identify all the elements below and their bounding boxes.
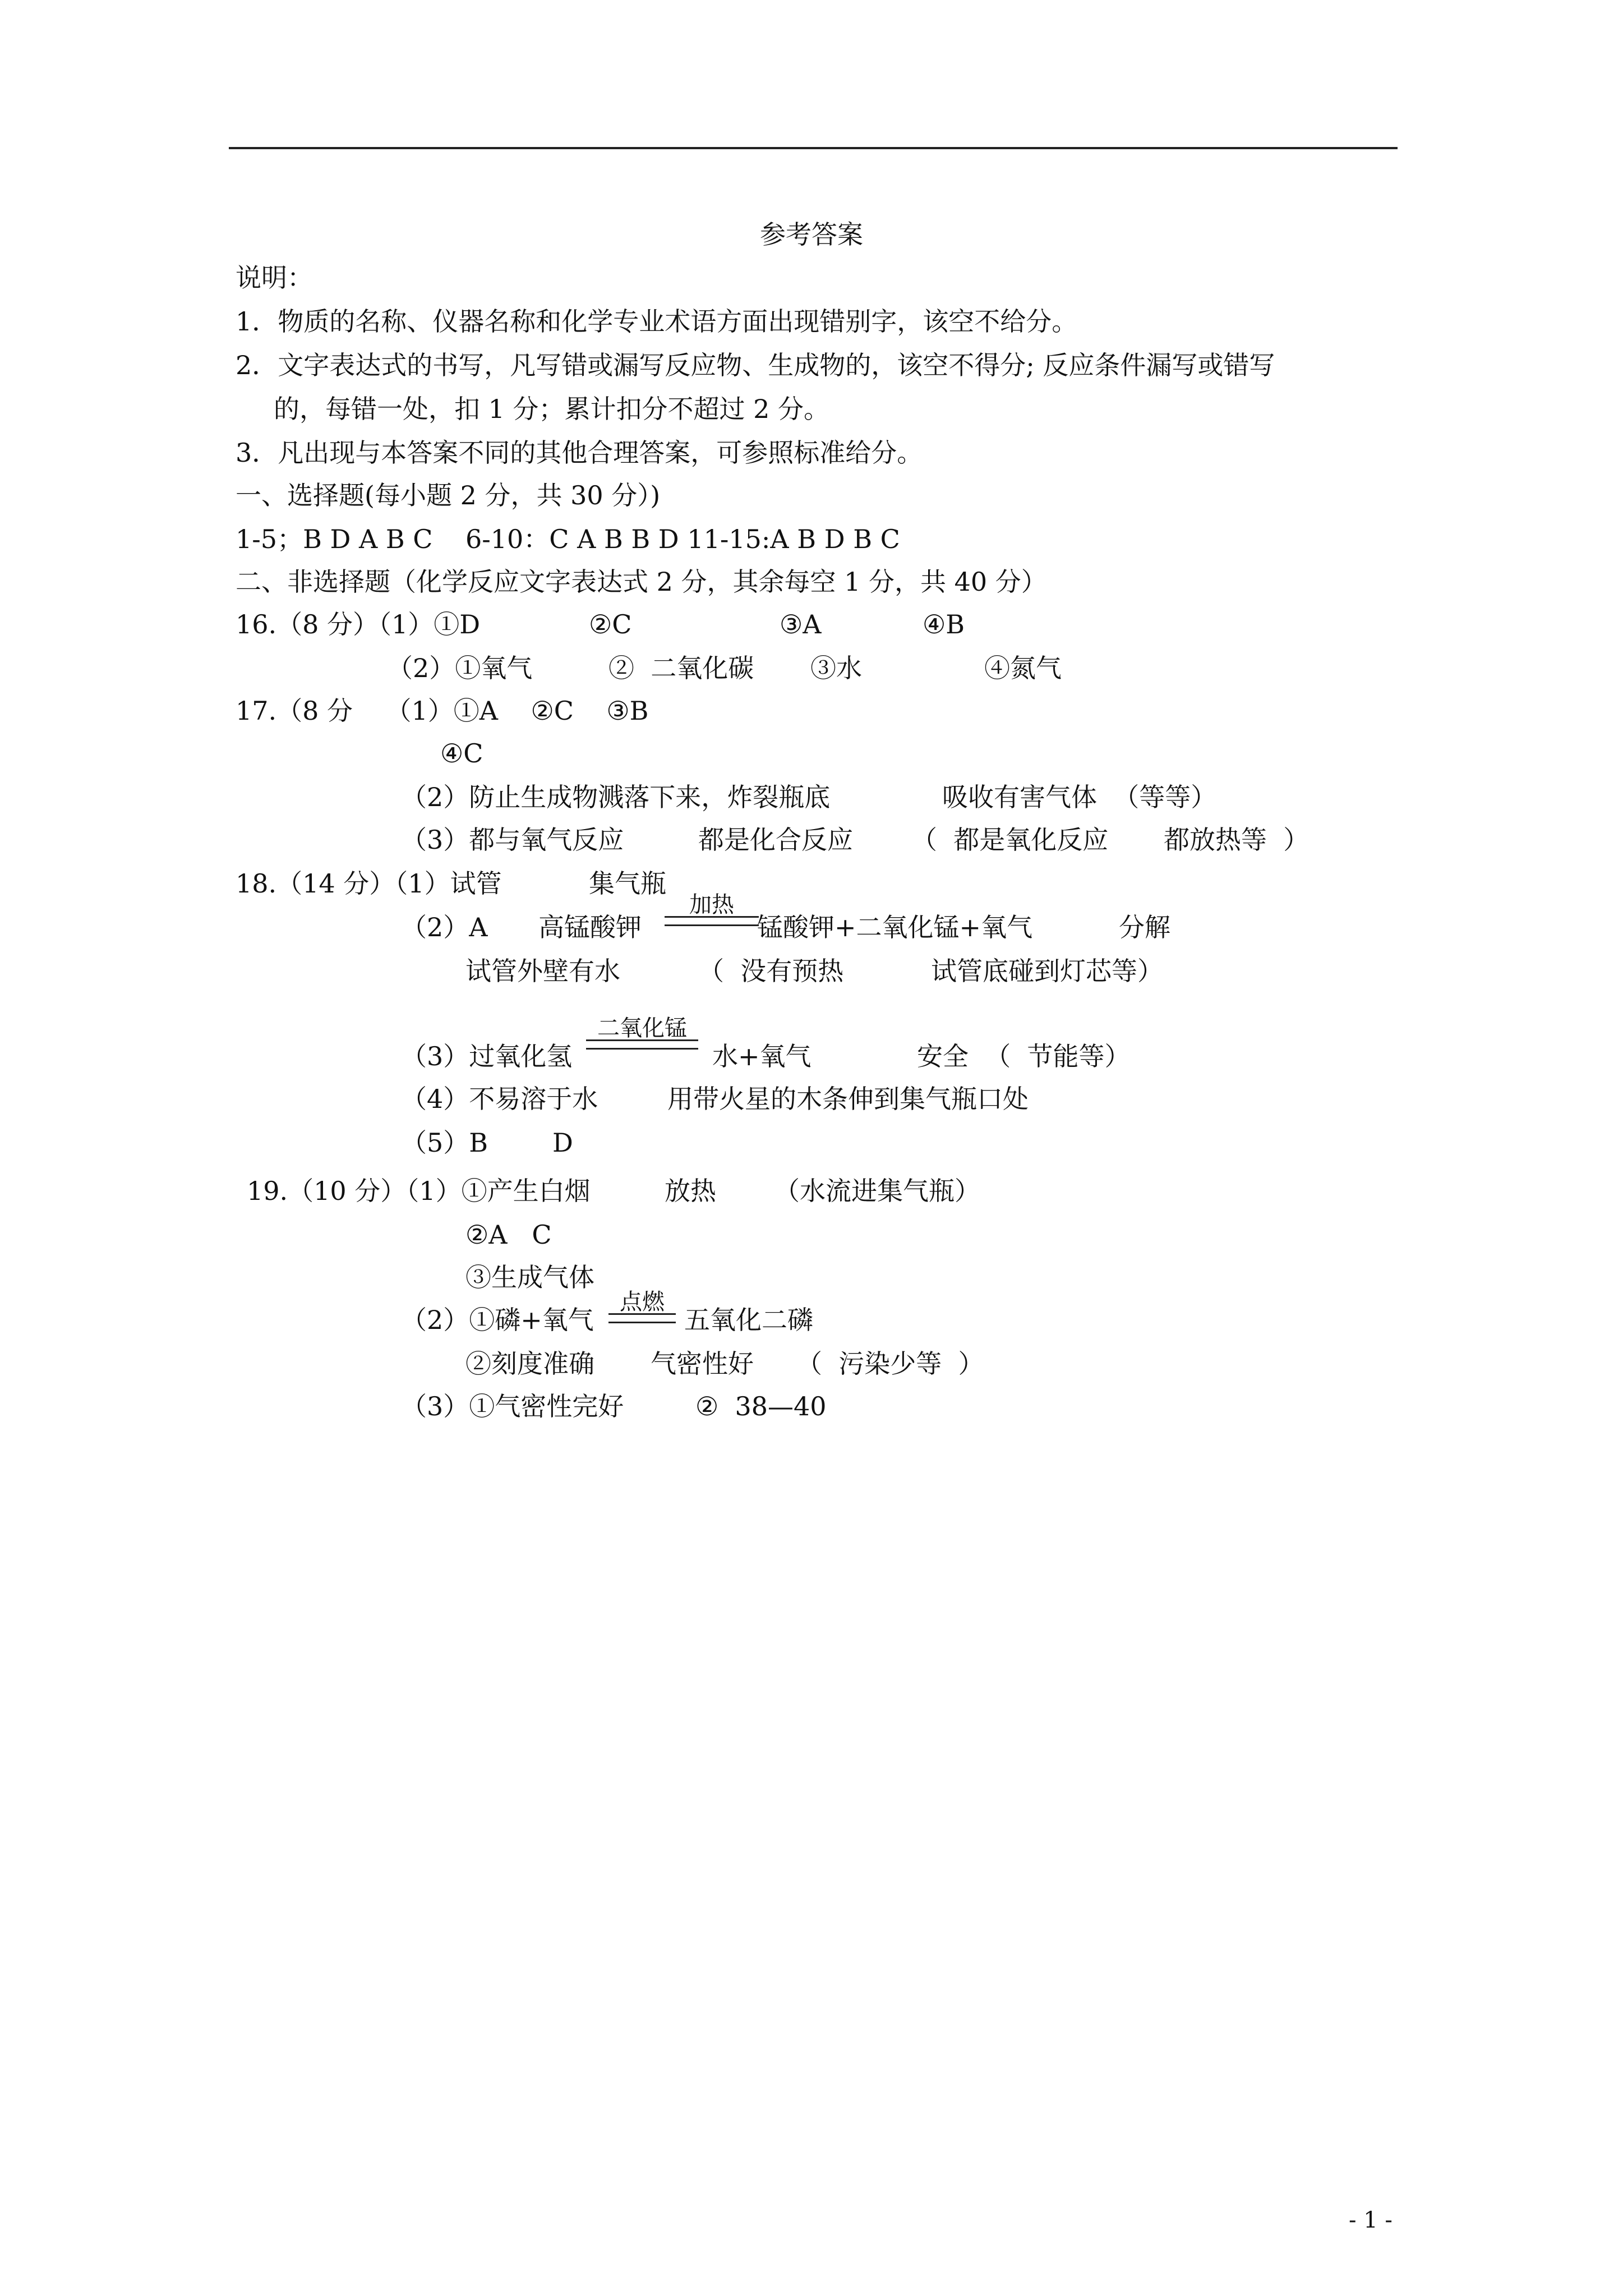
q19-p1-2: ②A C (465, 1220, 552, 1250)
q18-p2-condition: 加热 (689, 892, 734, 918)
section1-answers: 1-5；B D A B C 6-10：C A B B D 11-15:A B D B C (236, 524, 900, 554)
q19-p2-condition: 点燃 (620, 1289, 665, 1315)
q17-a4: ④C (440, 738, 483, 769)
header-rule (229, 147, 1398, 149)
q19-p1-3: ③生成气体 (465, 1262, 594, 1292)
q18-p1b: 集气瓶 (589, 868, 666, 899)
q19-p2a: （2）①磷+氧气 (401, 1305, 594, 1335)
q17-label: 17.（8 分 （1）①A ②C ③B (236, 696, 649, 726)
q16-a3: ③A (780, 609, 822, 639)
note-3: 3．凡出现与本答案不同的其他合理答案，可参照标准给分。 (236, 438, 923, 468)
q18-p2-reactant: 高锰酸钾 (538, 912, 642, 942)
q18-p2-reason3: 试管底碰到灯芯等） (931, 956, 1163, 986)
section1-heading: 一、选择题(每小题 2 分，共 30 分）) (236, 480, 661, 510)
q18-p3-reaction-arrow (586, 1017, 698, 1050)
q17-p3a: （3）都与氧气反应 (401, 825, 624, 855)
q19-p3a: （3）①气密性完好 (401, 1391, 624, 1421)
section2-heading: 二、非选择题（化学反应文字表达式 2 分，其余每空 1 分，共 40 分） (236, 567, 1047, 597)
q18-p2a: （2）A (401, 912, 488, 942)
q16-p2: （2）①氧气 (387, 653, 533, 683)
note-2-cont: 的，每错一处，扣 1 分；累计扣分不超过 2 分。 (274, 394, 830, 424)
notes-heading: 说明： (236, 263, 313, 293)
q18-label: 18.（14 分）（1）试管 (236, 868, 502, 899)
q17-p2a: （2）防止生成物溅落下来，炸裂瓶底 (401, 782, 831, 812)
q18-p4b: 用带火星的木条伸到集气瓶口处 (667, 1084, 1029, 1114)
q18-p2-reaction-arrow (665, 894, 759, 926)
q19-p2-2c: （ 污染少等 ） (796, 1349, 984, 1379)
q19-p2-product: 五氧化二磷 (684, 1305, 813, 1335)
q18-p3-condition: 二氧化锰 (597, 1015, 687, 1041)
q18-p2-products: 锰酸钾+二氧化锰+氧气 (757, 912, 1033, 942)
q17-p3d: 都放热等 ） (1164, 825, 1310, 855)
q16-a4: ④B (923, 609, 965, 639)
q16-p2d: ④氮气 (984, 653, 1062, 683)
q18-p5b: D (552, 1128, 573, 1158)
q19-p2-2b: 气密性好 (651, 1349, 754, 1379)
q18-p5a: （5）B (401, 1128, 488, 1158)
q18-p3a: （3）过氧化氢 (401, 1041, 573, 1071)
q18-p2-type: 分解 (1119, 912, 1170, 942)
page-title: 参考答案 (760, 219, 863, 250)
q17-p3b: 都是化合反应 (698, 825, 853, 855)
q16-p2b: ② 二氧化碳 (608, 653, 754, 683)
q18-p3-products: 水+氧气 (712, 1041, 811, 1071)
q19-p2-2a: ②刻度准确 (465, 1349, 594, 1379)
q19-p3b: ② 38—40 (695, 1391, 827, 1421)
q18-p2-reason2: （ 没有预热 (698, 956, 844, 986)
q19-p1c: （水流进集气瓶） (774, 1176, 980, 1206)
q18-p2-reason1: 试管外壁有水 (465, 956, 620, 986)
q17-p2b: 吸收有害气体 （等等） (942, 782, 1217, 812)
q16-a2: ②C (589, 609, 632, 639)
q18-p3-adv: 安全 （ 节能等） (917, 1041, 1131, 1071)
q19-p1b: 放热 (665, 1176, 716, 1206)
q18-p4a: （4）不易溶于水 (401, 1084, 598, 1114)
q17-p3c: （ 都是氧化反应 (911, 825, 1109, 855)
note-1: 1．物质的名称、仪器名称和化学专业术语方面出现错别字，该空不给分。 (236, 306, 1078, 337)
page-number: - 1 - (1349, 2207, 1393, 2233)
q16-label: 16.（8 分）（1）①D (236, 609, 481, 639)
note-2: 2．文字表达式的书写，凡写错或漏写反应物、生成物的，该空不得分; 反应条件漏写或错写 (236, 350, 1275, 380)
q19-label: 19.（10 分）（1）①产生白烟 (247, 1176, 591, 1206)
q16-p2c: ③水 (810, 653, 862, 683)
q19-p2-reaction-arrow (608, 1291, 676, 1323)
